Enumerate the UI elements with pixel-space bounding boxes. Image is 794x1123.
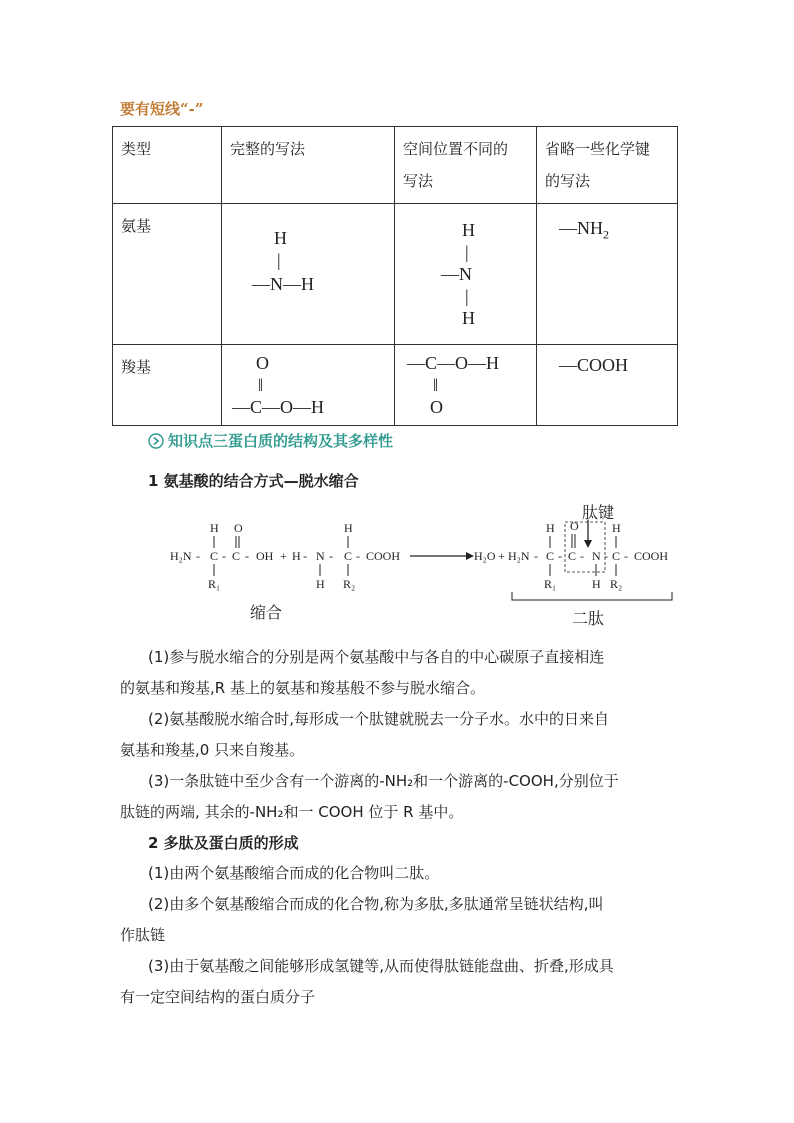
dipeptide-dash1: - — [534, 549, 538, 563]
note-6 — [120, 951, 680, 1013]
aa2-dash3: - — [356, 549, 360, 563]
aa2-h-top: H — [344, 521, 353, 535]
note-5 — [120, 889, 680, 951]
table-header-row — [113, 127, 678, 204]
note-3 — [120, 766, 680, 828]
carboxyl-spatial-bond: ‖ — [433, 375, 439, 395]
functional-groups-table — [112, 126, 678, 426]
cell-amino-type — [113, 204, 222, 345]
condensation-notes — [120, 642, 680, 828]
dipeptide-c3: C — [612, 549, 621, 563]
aa1-oh: OH — [256, 549, 274, 563]
aa2-h-bottom: H — [316, 577, 325, 591]
peptide-bond-label: 肽键 — [582, 503, 615, 522]
amino-full-main: —N—H — [252, 274, 314, 294]
aa2-dash1: - — [303, 549, 307, 563]
cell-amino-spatial — [395, 204, 537, 345]
note-1 — [120, 642, 680, 704]
dipeptide-n: N — [592, 549, 601, 563]
dipeptide-c1: C — [546, 549, 555, 563]
amino-type-label: 氨基 — [121, 217, 152, 235]
note-6-line2: 有一定空间结构的蛋白质分子 — [120, 988, 316, 1006]
dehydration-reaction-diagram — [168, 498, 680, 628]
condensation-label: 缩合 — [250, 603, 283, 622]
cell-carboxyl-short — [537, 345, 678, 426]
table-row-amino — [113, 204, 678, 345]
carboxyl-spatial-o: O — [430, 397, 443, 417]
aa2-h-left: H — [292, 549, 301, 563]
subheading-polypeptide: 2 多肽及蛋白质的形成 — [148, 834, 299, 852]
amino-full-bond: | — [277, 250, 281, 270]
cell-carboxyl-type — [113, 345, 222, 426]
note-3-line1: (3)一条肽链中至少含有一个游离的-NH₂和一个游离的-COOH,分别位于 — [148, 772, 619, 790]
amino-spatial-bond1: | — [465, 242, 469, 262]
amino-short-main: —NH — [559, 218, 603, 238]
aa2-c: C — [344, 549, 353, 563]
aa1-c1: C — [210, 549, 219, 563]
dipeptide-dash5: - — [624, 549, 628, 563]
amino-spatial-main: —N — [441, 264, 472, 284]
aa1-c2: C — [232, 549, 241, 563]
dipeptide-h-top2: H — [612, 521, 621, 535]
amino-short-formula — [559, 218, 609, 245]
table-row-carboxyl — [113, 345, 678, 426]
cell-carboxyl-spatial — [395, 345, 537, 426]
subheading-condensation: 1 氨基酸的结合方式—脱水缩合 — [148, 472, 359, 490]
dipeptide-label: 二肽 — [572, 609, 605, 628]
aa1-dash1: - — [196, 549, 200, 563]
carboxyl-type-label: 羧基 — [121, 358, 152, 376]
dipeptide-cooh: COOH — [634, 549, 669, 563]
aa2-n: N — [316, 549, 325, 563]
dipeptide-dash3: - — [580, 549, 584, 563]
dipeptide-r2: R₂ — [610, 577, 623, 591]
note-2 — [120, 704, 680, 766]
amino-full-h: H — [274, 228, 287, 248]
cell-carboxyl-full — [222, 345, 395, 426]
header-full-text: 完整的写法 — [230, 140, 306, 158]
dipeptide-h-top1: H — [546, 521, 555, 535]
plus-1: + — [280, 549, 287, 563]
note-2-line2: 氨基和羧基,0 只来自羧基。 — [120, 741, 305, 759]
amino-spatial-bottom: H — [462, 308, 475, 328]
chevron-circle-icon — [148, 433, 164, 449]
aa1-h2n: H₂N — [170, 549, 192, 563]
dipeptide-h2n: H₂N — [508, 549, 530, 563]
header-spatial-line1: 空间位置不同的 — [403, 140, 509, 158]
cell-amino-full — [222, 204, 395, 345]
header-short-line2: 的写法 — [545, 172, 591, 190]
dipeptide-dash2: - — [558, 549, 562, 563]
aa2-dash2: - — [329, 549, 333, 563]
carboxyl-full-o: O — [256, 353, 269, 373]
header-type-text: 类型 — [121, 140, 152, 158]
note-1-line2: 的氨基和羧基,R 基上的氨基和羧基般不参与脱水缩合。 — [120, 679, 485, 697]
section-title-text: 知识点三蛋白质的结构及其多样性 — [168, 432, 394, 450]
note-2-line1: (2)氨基酸脱水缩合时,每形成一个肽键就脱去一分子水。水中的日来自 — [148, 710, 610, 728]
note-1-line1: (1)参与脱水缩合的分别是两个氨基酸中与各自的中心碳原子直接相连 — [148, 648, 605, 666]
carboxyl-spatial-main: —C—O—H — [407, 353, 500, 373]
carboxyl-full-main: —C—O—H — [232, 397, 325, 417]
aa2-r2: R₂ — [343, 577, 356, 591]
header-full — [222, 127, 395, 204]
aa1-h-top: H — [210, 521, 219, 535]
amino-spatial-bond2: | — [465, 286, 469, 306]
header-short — [537, 127, 678, 204]
dipeptide-o-top: O — [570, 519, 579, 533]
dipeptide-c2: C — [568, 549, 577, 563]
note-5-line2: 作肽链 — [120, 926, 166, 944]
header-type — [113, 127, 222, 204]
amino-spatial-top: H — [462, 220, 475, 240]
carboxyl-short-formula: —COOH — [559, 355, 629, 375]
header-spatial — [395, 127, 537, 204]
header-spatial-line2: 写法 — [403, 172, 434, 190]
carboxyl-full-bond: ‖ — [258, 375, 264, 395]
note-4 — [120, 858, 680, 889]
note-heading: 要有短线“-” — [120, 100, 204, 118]
aa1-o-top: O — [234, 521, 243, 535]
aa2-cooh: COOH — [366, 549, 401, 563]
header-short-line1: 省略一些化学键 — [545, 140, 651, 158]
aa1-r1: R₁ — [208, 577, 221, 591]
amino-short-sub: 2 — [603, 227, 609, 242]
aa1-dash3: - — [245, 549, 249, 563]
note-5-line1: (2)由多个氨基酸缩合而成的化合物,称为多肽,多肽通常呈链状结构,叫 — [148, 895, 604, 913]
dipeptide-h-bottom: H — [592, 577, 601, 591]
note-6-line1: (3)由于氨基酸之间能够形成氢键等,从而使得肽链能盘曲、折叠,形成具 — [148, 957, 614, 975]
polypeptide-notes — [120, 858, 680, 1013]
dipeptide-dash4: - — [604, 549, 608, 563]
product-plus: + — [498, 549, 505, 563]
product-h2o: H₂O — [474, 549, 496, 563]
cell-amino-short — [537, 204, 678, 345]
note-3-line2: 肽链的两端, 其余的-NH₂和一 COOH 位于 R 基中。 — [120, 803, 464, 821]
aa1-dash2: - — [222, 549, 226, 563]
note-4-line1: (1)由两个氨基酸缩合而成的化合物叫二肽。 — [148, 864, 440, 882]
dipeptide-r1: R₁ — [544, 577, 557, 591]
section-title — [148, 430, 393, 451]
